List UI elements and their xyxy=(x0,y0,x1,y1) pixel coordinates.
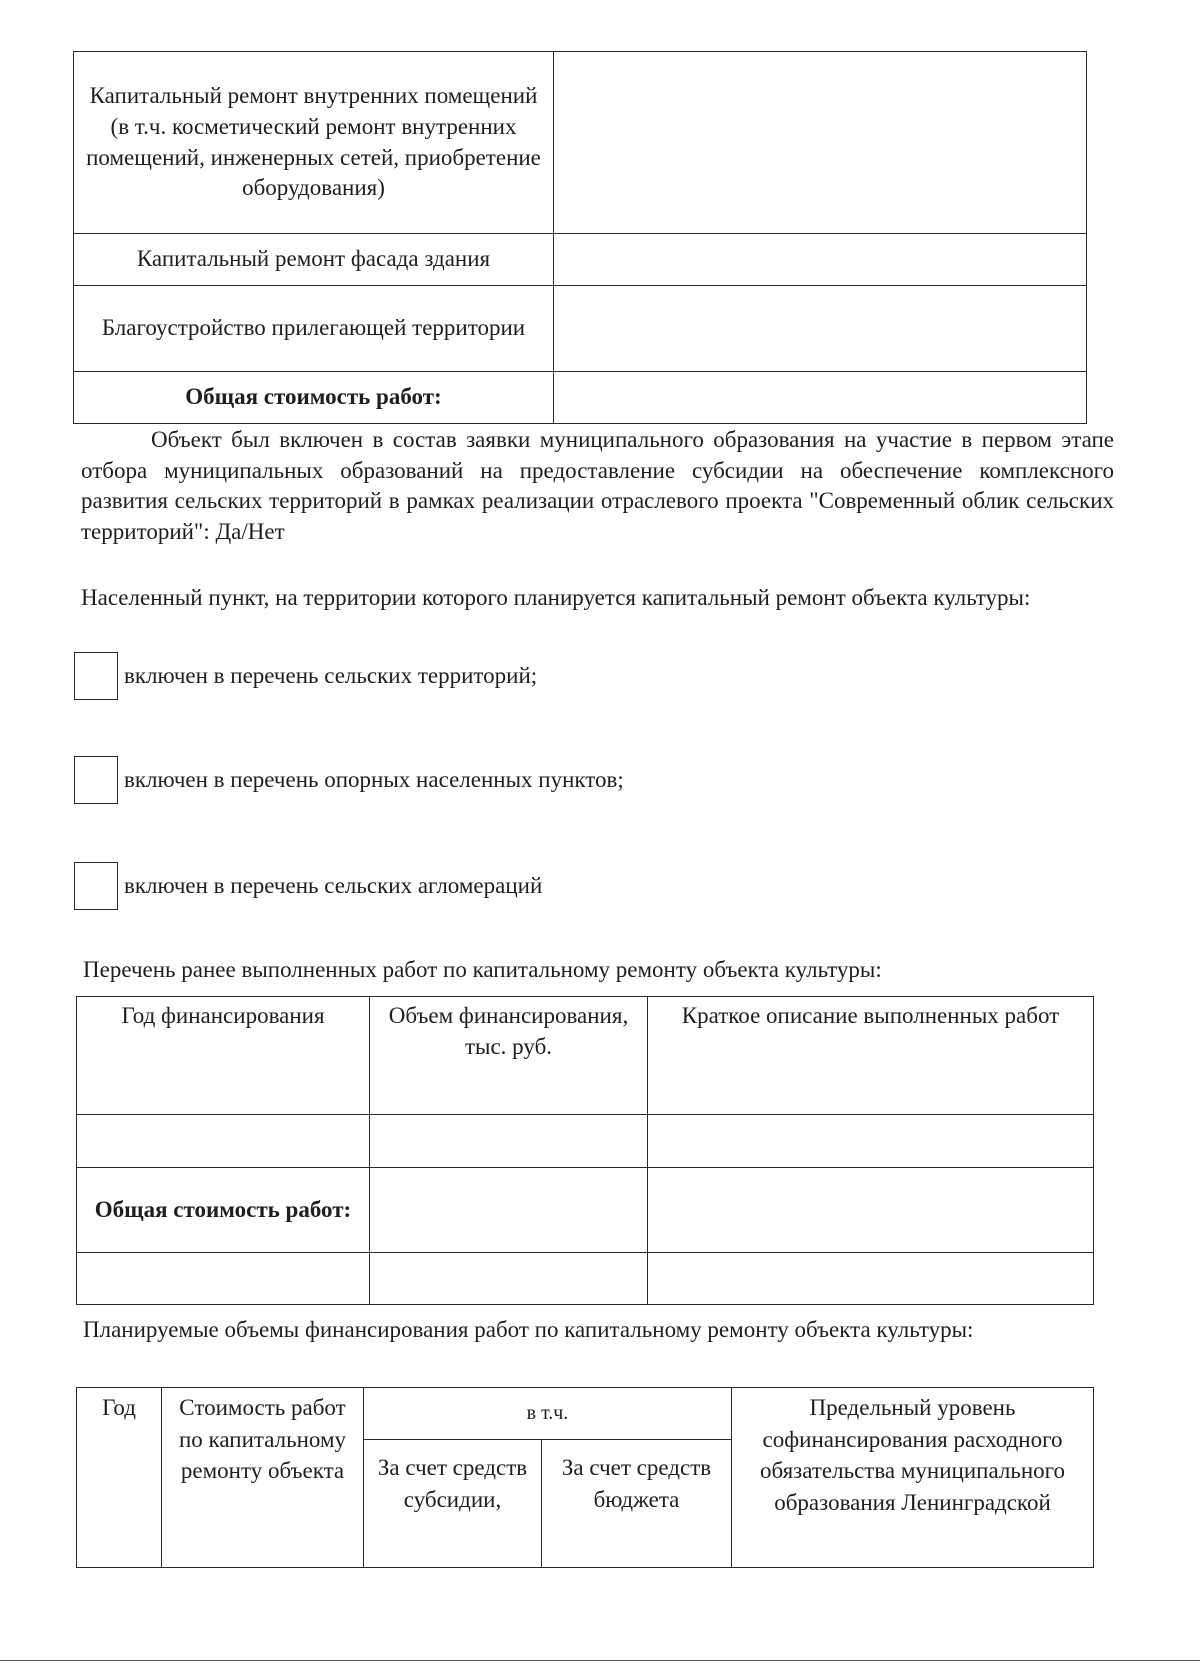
cost-row-label: Капитальный ремонт фасада здания xyxy=(74,234,554,286)
cost-value-cell[interactable] xyxy=(554,52,1087,234)
checkbox-label: включен в перечень опорных населенных пунктов; xyxy=(124,766,624,792)
previous-works-title: Перечень ранее выполненных работ по капитальному ремонту объекта культуры: xyxy=(83,957,882,982)
inclusion-paragraph: Объект был включен в состав заявки муниципального образования на участие в первом этапе отбора муниципальных образований на предоставление субсидии на обеспечение комплексного развития сельских территорий в рамках реализации отраслевого проекта "Современный облик сельских территорий": Да/Нет xyxy=(81,427,1114,544)
cost-total-label: Общая стоимость работ: xyxy=(74,372,554,424)
header-cost: Стоимость работ по капитальному ремонту объекта xyxy=(162,1388,364,1568)
amount-cell[interactable] xyxy=(370,1168,648,1253)
planned-funding-table xyxy=(76,1387,1094,1568)
cost-row-label: Благоустройство прилегающей территории xyxy=(74,286,554,372)
checkbox-rural-agglomerations[interactable] xyxy=(74,860,542,912)
settlement-label: Населенный пункт, на территории которого планируется капитальный ремонт объекта культуры: xyxy=(81,585,1031,610)
checkbox-box[interactable] xyxy=(74,652,118,700)
year-cell[interactable] xyxy=(77,1115,370,1168)
header-amount: Объем финансирования, тыс. руб. xyxy=(370,997,648,1115)
checkbox-box[interactable] xyxy=(74,862,118,910)
previous-works-table xyxy=(76,996,1094,1305)
cost-value-cell[interactable] xyxy=(554,286,1087,372)
description-cell[interactable] xyxy=(648,1168,1094,1253)
description-cell[interactable] xyxy=(648,1253,1094,1305)
checkbox-label: включен в перечень сельских агломераций xyxy=(124,872,543,898)
description-cell[interactable] xyxy=(648,1115,1094,1168)
cost-total-value-cell[interactable] xyxy=(554,372,1087,424)
checkbox-rural-territories[interactable] xyxy=(74,650,537,702)
works-cost-table xyxy=(73,51,1087,424)
amount-cell[interactable] xyxy=(370,1115,648,1168)
year-cell[interactable] xyxy=(77,1253,370,1305)
header-year: Год финансирования xyxy=(77,997,370,1115)
checkbox-label: включен в перечень сельских территорий; xyxy=(124,662,538,688)
previous-total-label: Общая стоимость работ: xyxy=(77,1168,370,1253)
checkbox-box[interactable] xyxy=(74,756,118,804)
header-cofinancing: Предельный уровень софинансирования расходного обязательства муниципального образования Ленинградской xyxy=(732,1388,1094,1568)
cost-row-label: Капитальный ремонт внутренних помещений (в т.ч. косметический ремонт внутренних помещений, инженерных сетей, приобретение оборудования) xyxy=(74,52,554,234)
header-including: в т.ч. xyxy=(364,1388,732,1440)
header-subsidy: За счет средств субсидии, xyxy=(364,1440,542,1568)
checkbox-support-settlements[interactable] xyxy=(74,754,624,806)
header-year: Год xyxy=(77,1388,162,1568)
cost-value-cell[interactable] xyxy=(554,234,1087,286)
amount-cell[interactable] xyxy=(370,1253,648,1305)
header-description: Краткое описание выполненных работ xyxy=(648,997,1094,1115)
page-bottom-line xyxy=(0,1660,1200,1661)
planned-funding-title: Планируемые объемы финансирования работ по капитальному ремонту объекта культуры: xyxy=(83,1317,974,1342)
header-budget: За счет средств бюджета xyxy=(542,1440,732,1568)
